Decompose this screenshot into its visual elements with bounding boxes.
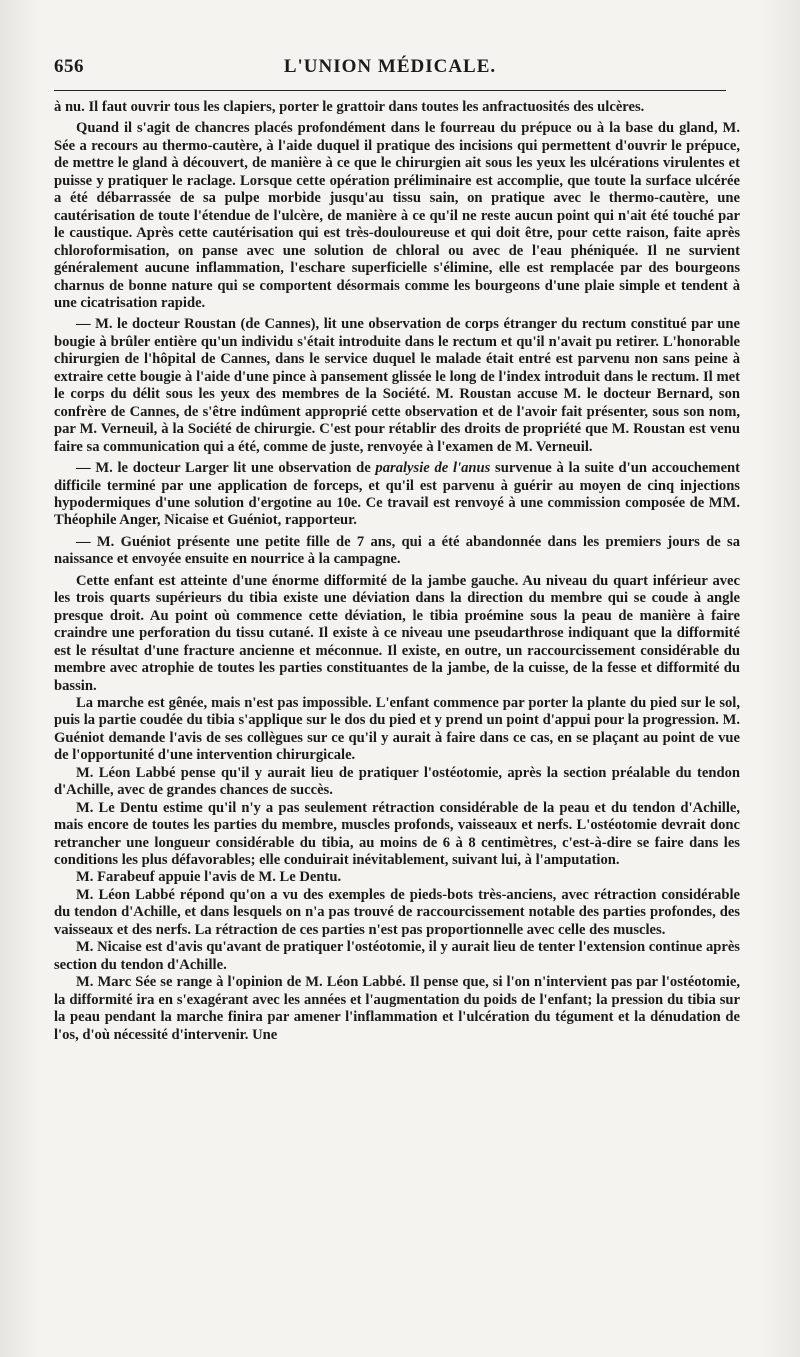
page-header (54, 50, 726, 80)
paragraph-le-dentu: M. Le Dentu estime qu'il n'y a pas seulement rétraction considérable de la peau et du tendon d'Achille, mais encore de toutes les parties du membre, muscles profonds, vaisseaux et nerfs. L'ostéotomie devrait donc retrancher une longueur considérable du tibia, au moins de 6 à 8 centimètres, c'est-à-dire se faire dans les conditions les plus défavorables; elle conduirait inévitablement, suivant lui, à l'amputation. (54, 799, 740, 869)
larger-italic-term: paralysie de l'anus (375, 460, 491, 477)
paragraph-deformity: Cette enfant est atteinte d'une énorme difformité de la jambe gauche. Au niveau du quart inférieur avec les trois quarts supérieurs du tibia existe une déviation dans la direction du membre qui se coude à angle presque droit. Au point où commence cette déviation, le tibia proémine sous la peau de manière à faire craindre une perforation du tissu cutané. Il existe à ce niveau une pseudarthrose indiquant que la difformité est le résultat d'une fracture ancienne et méconnue. Il existe, en outre, un raccourcissement considérable du membre avec atrophie de toutes les parties constituantes de la jambe, de la cuisse, de la fesse et difformité du bassin. (54, 572, 740, 694)
paragraph-farabeuf: M. Farabeuf appuie l'avis de M. Le Dentu. (76, 869, 342, 886)
paragraph-gueniot-presentation: — M. Guéniot présente une petite fille de 7 ans, qui a été abandonnée dans les premiers jours de sa naissance et envoyée ensuite en nourrice à la campagne. (54, 533, 740, 568)
larger-text-before: — M. le docteur Larger lit une observation de (76, 460, 376, 477)
paragraph-larger (54, 460, 740, 530)
paragraph-gait: La marche est gênée, mais n'est pas impossible. L'enfant commence par porter la plante du pied sur le sol, puis la partie coudée du tibia s'applique sur le dos du pied et y prend un point d'appui pour la progression. M. Guéniot demande l'avis de ses collègues sur ce qu'il y aurait à faire dans ce cas, en se plaçant au point de vue de l'opportunité d'une intervention chirurgicale. (54, 694, 740, 764)
running-title: L'UNION MÉDICALE. (283, 56, 497, 77)
paragraph-chancres: Quand il s'agit de chancres placés profondément dans le fourreau du prépuce ou à la base du gland, M. Sée a recours au thermo-cautère, à l'aide duquel il pratique des incisions qui permettent d'ouvrir le prépuce, de mettre le gland à découvert, de manière à ce que le chirurgien ait sous les yeux les ulcérations virulentes et puisse y pratiquer le raclage. Lorsque cette opération préliminaire est accomplie, que toute la surface ulcérée a été débarrassée de sa pulpe morbide jusqu'au tissu sain, on pratique avec le thermo-cautère, une cautérisation de toute l'étendue de l'ulcère, de manière à ce qu'il ne reste aucun point qui n'ait été touché par le caustique. Après cette cautérisation qui est très-douloureuse et qui doit être, pour cette raison, faite après chloroformisation, on panse avec une solution de chloral ou avec de l'eau phéniquée. Il ne survient généralement aucune inflammation, l'eschare superficielle s'élimine, elle est remplacée par des bourgeons charnus de bonne nature qui se comportent désormais comme les bourgeons d'une plaie simple et tendent à une cicatrisation rapide. (54, 120, 740, 311)
paragraph-labbe-reply: M. Léon Labbé répond qu'on a vu des exemples de pieds-bots très-anciens, avec rétraction considérable du tendon d'Achille, et dans lesquels on n'a pas trouvé de raccourcissement notable des parties profondes, des vaisseaux et des nerfs. La rétraction de ces parties n'est pas proportionnelle avec celle des muscles. (54, 886, 740, 938)
paragraph-marc-see: M. Marc Sée se range à l'opinion de M. Léon Labbé. Il pense que, si l'on n'intervient pas par l'ostéotomie, la difformité ira en s'exagérant avec les années et l'augmentation du poids de l'enfant; la pression du tibia sur la peau pendant la marche finira par amener l'inflammation et l'ulcération du tégument et la dénudation de l'os, d'où nécessité d'intervenir. Une (54, 974, 740, 1043)
larger-text-after: survenue à la suite d'un accouchement difficile terminé par une application de forceps, et qu'il est parvenu à guérir au moyen de cinq injections hypodermiques d'une solution d'ergotine au 10e. Ce travail est renvoyé à une commission composée de MM. Théophile Anger, Nicaise et Guéniot, rapporteur. (54, 460, 741, 529)
page-number: 656 (54, 56, 84, 77)
paragraph-labbe-opinion: M. Léon Labbé pense qu'il y aurait lieu de pratiquer l'ostéotomie, après la section préalable du tendon d'Achille, avec de grandes chances de succès. (54, 764, 740, 799)
paragraph-nicaise: M. Nicaise est d'avis qu'avant de pratiquer l'ostéotomie, il y aurait lieu de tenter l'extension continue après section du tendon d'Achille. (54, 939, 740, 973)
paragraph-roustan: — M. le docteur Roustan (de Cannes), lit une observation de corps étranger du rectum constitué par une bougie à brûler entière qu'un individu s'était introduite dans le rectum et qu'il n'avait pu retirer. L'honorable chirurgien de l'hôpital de Cannes, dans le service duquel le malade était entré est parvenu non sans peine à extraire cette bougie à l'aide d'une pince à pansement glissée le long de l'index introduit dans le rectum. Il met le corps du délit sous les yeux des membres de la Société. M. Roustan accuse M. le docteur Bernard, son confrère de Cannes, de s'être indûment approprié cette observation et de l'avoir fait présenter, sous son nom, par M. Verneuil, à la Société de chirurgie. C'est pour rétablir des droits de propriété que M. Roustan est venu faire sa communication qui a été, comme de juste, renvoyée à l'examen de M. Verneuil. (54, 316, 740, 455)
article-body (54, 99, 740, 1044)
header-rule (54, 90, 726, 91)
paragraph-continuation: à nu. Il faut ouvrir tous les clapiers, porter le grattoir dans toutes les anfractuosités des ulcères. (54, 99, 645, 115)
